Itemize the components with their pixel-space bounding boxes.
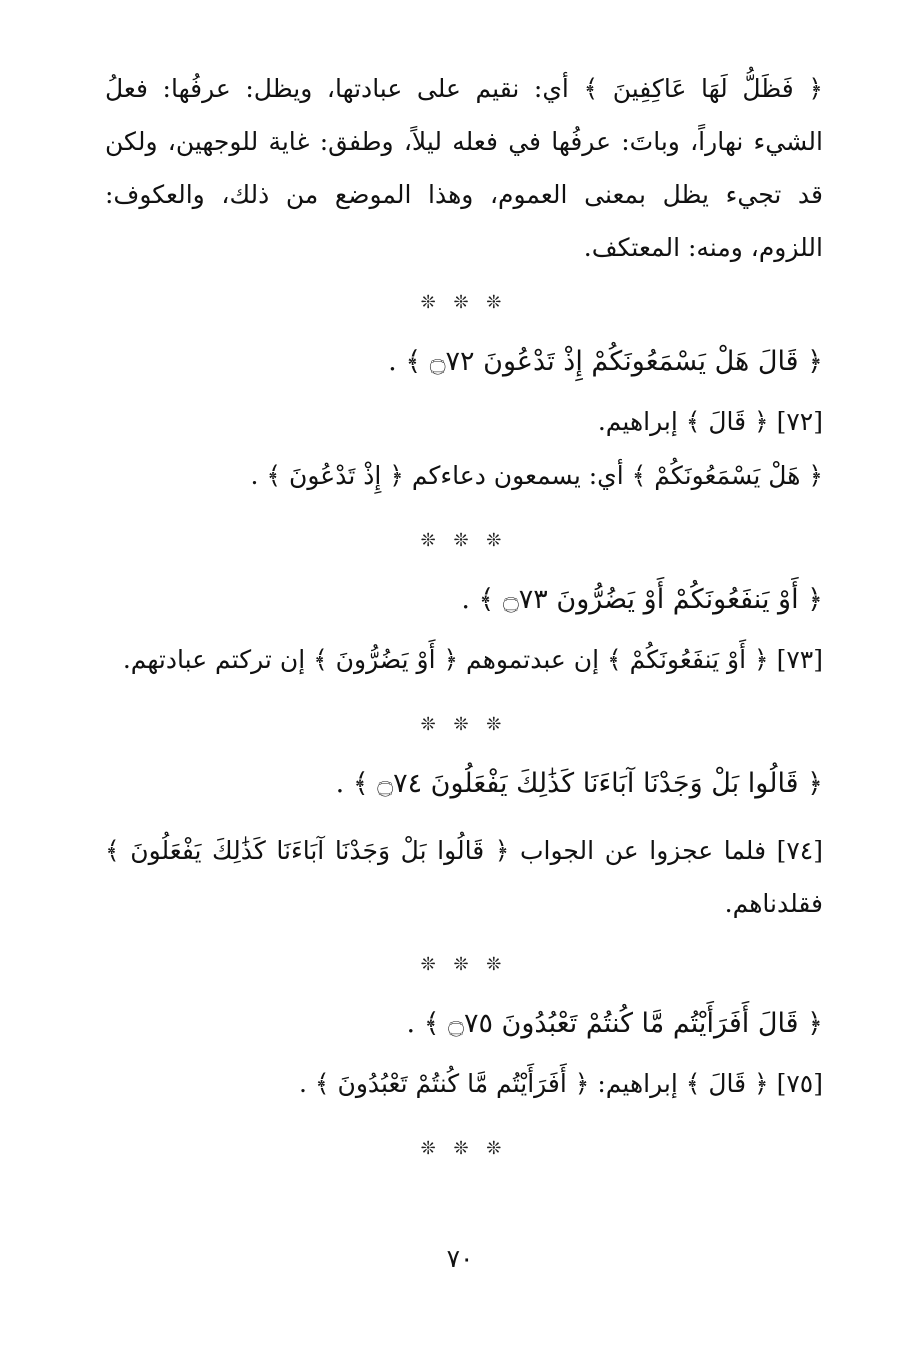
- commentary-75: [٧٥] ﴿ قَالَ ﴾ إبراهيم: ﴿ أَفَرَأَيْتُم مَّا كُنتُمْ تَعْبُدُونَ ﴾ .: [298, 1069, 823, 1098]
- section-divider: ❊ ❊ ❊: [420, 530, 508, 551]
- verse-74: ﴿ قَالُوا بَلْ وَجَدْنَا آبَاءَنَا كَذَٰلِكَ يَفْعَلُونَ ۝٧٤ ﴾ .: [335, 768, 823, 799]
- page-number: ٧٠: [446, 1244, 474, 1273]
- section-divider: ❊ ❊ ❊: [420, 292, 508, 313]
- commentary-72-line-2: ﴿ هَلْ يَسْمَعُونَكُمْ ﴾ أي: يسمعون دعاءكم ﴿ إِذْ تَدْعُونَ ﴾ .: [250, 461, 823, 490]
- section-divider: ❊ ❊ ❊: [420, 1138, 508, 1159]
- section-divider: ❊ ❊ ❊: [420, 954, 508, 975]
- page-body: [105, 62, 823, 1164]
- commentary-73: [٧٣] ﴿ أَوْ يَنفَعُونَكُمْ ﴾ إن عبدتموهم ﴿ أَوْ يَضُرُّونَ ﴾ إن تركتم عبادتهم.: [122, 645, 823, 674]
- verse-75: ﴿ قَالَ أَفَرَأَيْتُم مَّا كُنتُمْ تَعْبُدُونَ ۝٧٥ ﴾ .: [406, 1008, 823, 1039]
- commentary-74: [٧٤] فلما عجزوا عن الجواب ﴿ قَالُوا بَلْ وَجَدْنَا آبَاءَنَا كَذَٰلِكَ يَفْعَلُونَ ﴾ فقلدناهم.: [105, 836, 823, 918]
- section-divider: ❊ ❊ ❊: [420, 714, 508, 735]
- verse-72: ﴿ قَالَ هَلْ يَسْمَعُونَكُمْ إِذْ تَدْعُونَ ۝٧٢ ﴾ .: [388, 346, 823, 377]
- verse-73: ﴿ أَوْ يَنفَعُونَكُمْ أَوْ يَضُرُّونَ ۝٧٣ ﴾ .: [461, 584, 823, 615]
- intro-paragraph: ﴿ فَظَلُّ لَهَا عَاكِفِينَ ﴾ أي: نقيم على عبادتها، ويظل: عرفُها: فعلُ الشيء نهاراً، وباتَ: عرفُها في فعله ليلاً، وطفق: غاية للوجهين، ولكن قد تجيء يظل بمعنى العموم، وهذا الموضع من ذلك، والعكوف: اللزوم، ومنه: المعتكف.: [105, 74, 823, 262]
- commentary-72-line-1: [٧٢] ﴿ قَالَ ﴾ إبراهيم.: [597, 407, 823, 436]
